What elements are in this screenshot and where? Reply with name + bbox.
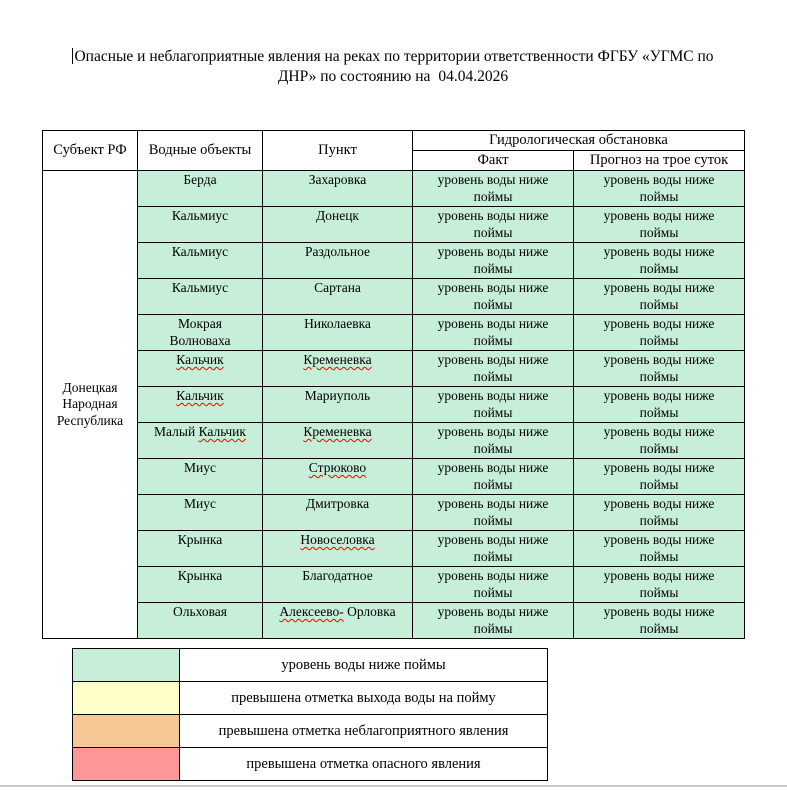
- legend-row: [73, 715, 548, 748]
- table-row: [43, 423, 745, 459]
- misspelled-word: Кальчик: [176, 388, 224, 403]
- table-row: [43, 279, 745, 315]
- fact-cell: уровень воды ниже поймы: [413, 423, 574, 459]
- title-text-2: ДНР» по состоянию на: [277, 68, 431, 85]
- legend-color-swatch: [73, 682, 180, 715]
- table-row: [43, 495, 745, 531]
- forecast-cell: уровень воды ниже поймы: [574, 315, 745, 351]
- table-row: [43, 351, 745, 387]
- legend-label: превышена отметка неблагоприятного явления: [180, 715, 548, 748]
- forecast-cell: уровень воды ниже поймы: [574, 459, 745, 495]
- table-row: [43, 531, 745, 567]
- point-cell: Алексеево- Орловка: [263, 603, 413, 639]
- point-cell: Сартана: [263, 279, 413, 315]
- col-header-water-objects: Водные объекты: [138, 131, 263, 171]
- point-cell: Николаевка: [263, 315, 413, 351]
- table-row: [43, 567, 745, 603]
- point-cell: Захаровка: [263, 171, 413, 207]
- misspelled-word: Стрюково: [308, 460, 367, 475]
- water-object-cell: [138, 351, 263, 387]
- legend-body: [73, 649, 548, 781]
- water-object-cell: Кальмиус: [138, 279, 263, 315]
- water-object-cell: Миус: [138, 459, 263, 495]
- water-object-cell: Кальмиус: [138, 243, 263, 279]
- water-object-cell: Мокрая Волноваха: [138, 315, 263, 351]
- legend-row: [73, 748, 548, 781]
- fact-cell: уровень воды ниже поймы: [413, 495, 574, 531]
- col-header-point: Пункт: [263, 131, 413, 171]
- col-header-hydro: Гидрологическая обстановка: [413, 131, 745, 151]
- legend-table: [72, 648, 548, 781]
- fact-cell: уровень воды ниже поймы: [413, 207, 574, 243]
- misspelled-word: Кременевка: [303, 424, 372, 439]
- point-cell: Благодатное: [263, 567, 413, 603]
- legend-row: [73, 649, 548, 682]
- table-row: [43, 387, 745, 423]
- forecast-cell: уровень воды ниже поймы: [574, 279, 745, 315]
- river-table-body: [43, 171, 745, 639]
- fact-cell: уровень воды ниже поймы: [413, 171, 574, 207]
- forecast-cell: уровень воды ниже поймы: [574, 387, 745, 423]
- title-text-1: Опасные и неблагоприятные явления на реках по территории ответственности ФГБУ «УГМС по: [74, 48, 714, 65]
- misspelled-word: Алексеево-: [279, 604, 344, 619]
- water-object-cell: Ольховая: [138, 603, 263, 639]
- forecast-cell: уровень воды ниже поймы: [574, 603, 745, 639]
- water-object-cell: Крынка: [138, 531, 263, 567]
- title-line-1: [43, 47, 743, 67]
- hydro-table: [42, 130, 745, 639]
- table-row: [43, 315, 745, 351]
- document-title: [43, 47, 743, 87]
- misspelled-word: Кременевка: [303, 352, 372, 367]
- forecast-cell: уровень воды ниже поймы: [574, 423, 745, 459]
- legend-color-swatch: [73, 715, 180, 748]
- report-date: 04.04.2026: [438, 68, 509, 85]
- misspelled-word: Новоселовка: [300, 532, 375, 547]
- col-header-forecast: Прогноз на трое суток: [574, 151, 745, 171]
- forecast-cell: уровень воды ниже поймы: [574, 531, 745, 567]
- legend-color-swatch: [73, 649, 180, 682]
- fact-cell: уровень воды ниже поймы: [413, 603, 574, 639]
- col-header-fact: Факт: [413, 151, 574, 171]
- misspelled-word: Кальчик: [198, 424, 246, 439]
- water-object-cell: Крынка: [138, 567, 263, 603]
- legend-label: превышена отметка опасного явления: [180, 748, 548, 781]
- table-row: [43, 243, 745, 279]
- table-row: [43, 171, 745, 207]
- fact-cell: уровень воды ниже поймы: [413, 459, 574, 495]
- point-cell: Раздольное: [263, 243, 413, 279]
- fact-cell: уровень воды ниже поймы: [413, 567, 574, 603]
- header-row-1: [43, 131, 745, 151]
- legend-color-swatch: [73, 748, 180, 781]
- point-cell: [263, 351, 413, 387]
- fact-cell: уровень воды ниже поймы: [413, 315, 574, 351]
- table-row: [43, 603, 745, 639]
- forecast-cell: уровень воды ниже поймы: [574, 171, 745, 207]
- legend-row: [73, 682, 548, 715]
- misspelled-word: Кальчик: [176, 352, 224, 367]
- water-object-cell: [138, 387, 263, 423]
- legend-label: превышена отметка выхода воды на пойму: [180, 682, 548, 715]
- forecast-cell: уровень воды ниже поймы: [574, 351, 745, 387]
- water-object-cell: Берда: [138, 171, 263, 207]
- forecast-cell: уровень воды ниже поймы: [574, 567, 745, 603]
- table-row: [43, 207, 745, 243]
- subject-cell: Донецкая Народная Республика: [43, 171, 138, 639]
- fact-cell: уровень воды ниже поймы: [413, 243, 574, 279]
- title-line-2: [43, 67, 743, 87]
- point-cell: Дмитровка: [263, 495, 413, 531]
- table-row: [43, 459, 745, 495]
- forecast-cell: уровень воды ниже поймы: [574, 207, 745, 243]
- fact-cell: уровень воды ниже поймы: [413, 279, 574, 315]
- point-cell: Донецк: [263, 207, 413, 243]
- point-cell: [263, 459, 413, 495]
- col-header-subject: Субъект РФ: [43, 131, 138, 171]
- point-cell: [263, 531, 413, 567]
- hydro-table-header: [43, 131, 745, 171]
- fact-cell: уровень воды ниже поймы: [413, 351, 574, 387]
- fact-cell: уровень воды ниже поймы: [413, 387, 574, 423]
- forecast-cell: уровень воды ниже поймы: [574, 243, 745, 279]
- fact-cell: уровень воды ниже поймы: [413, 531, 574, 567]
- legend-label: уровень воды ниже поймы: [180, 649, 548, 682]
- point-cell: Мариуполь: [263, 387, 413, 423]
- water-object-cell: Малый Кальчик: [138, 423, 263, 459]
- forecast-cell: уровень воды ниже поймы: [574, 495, 745, 531]
- point-cell: [263, 423, 413, 459]
- water-object-cell: Кальмиус: [138, 207, 263, 243]
- page-edge: [0, 785, 787, 787]
- water-object-cell: Миус: [138, 495, 263, 531]
